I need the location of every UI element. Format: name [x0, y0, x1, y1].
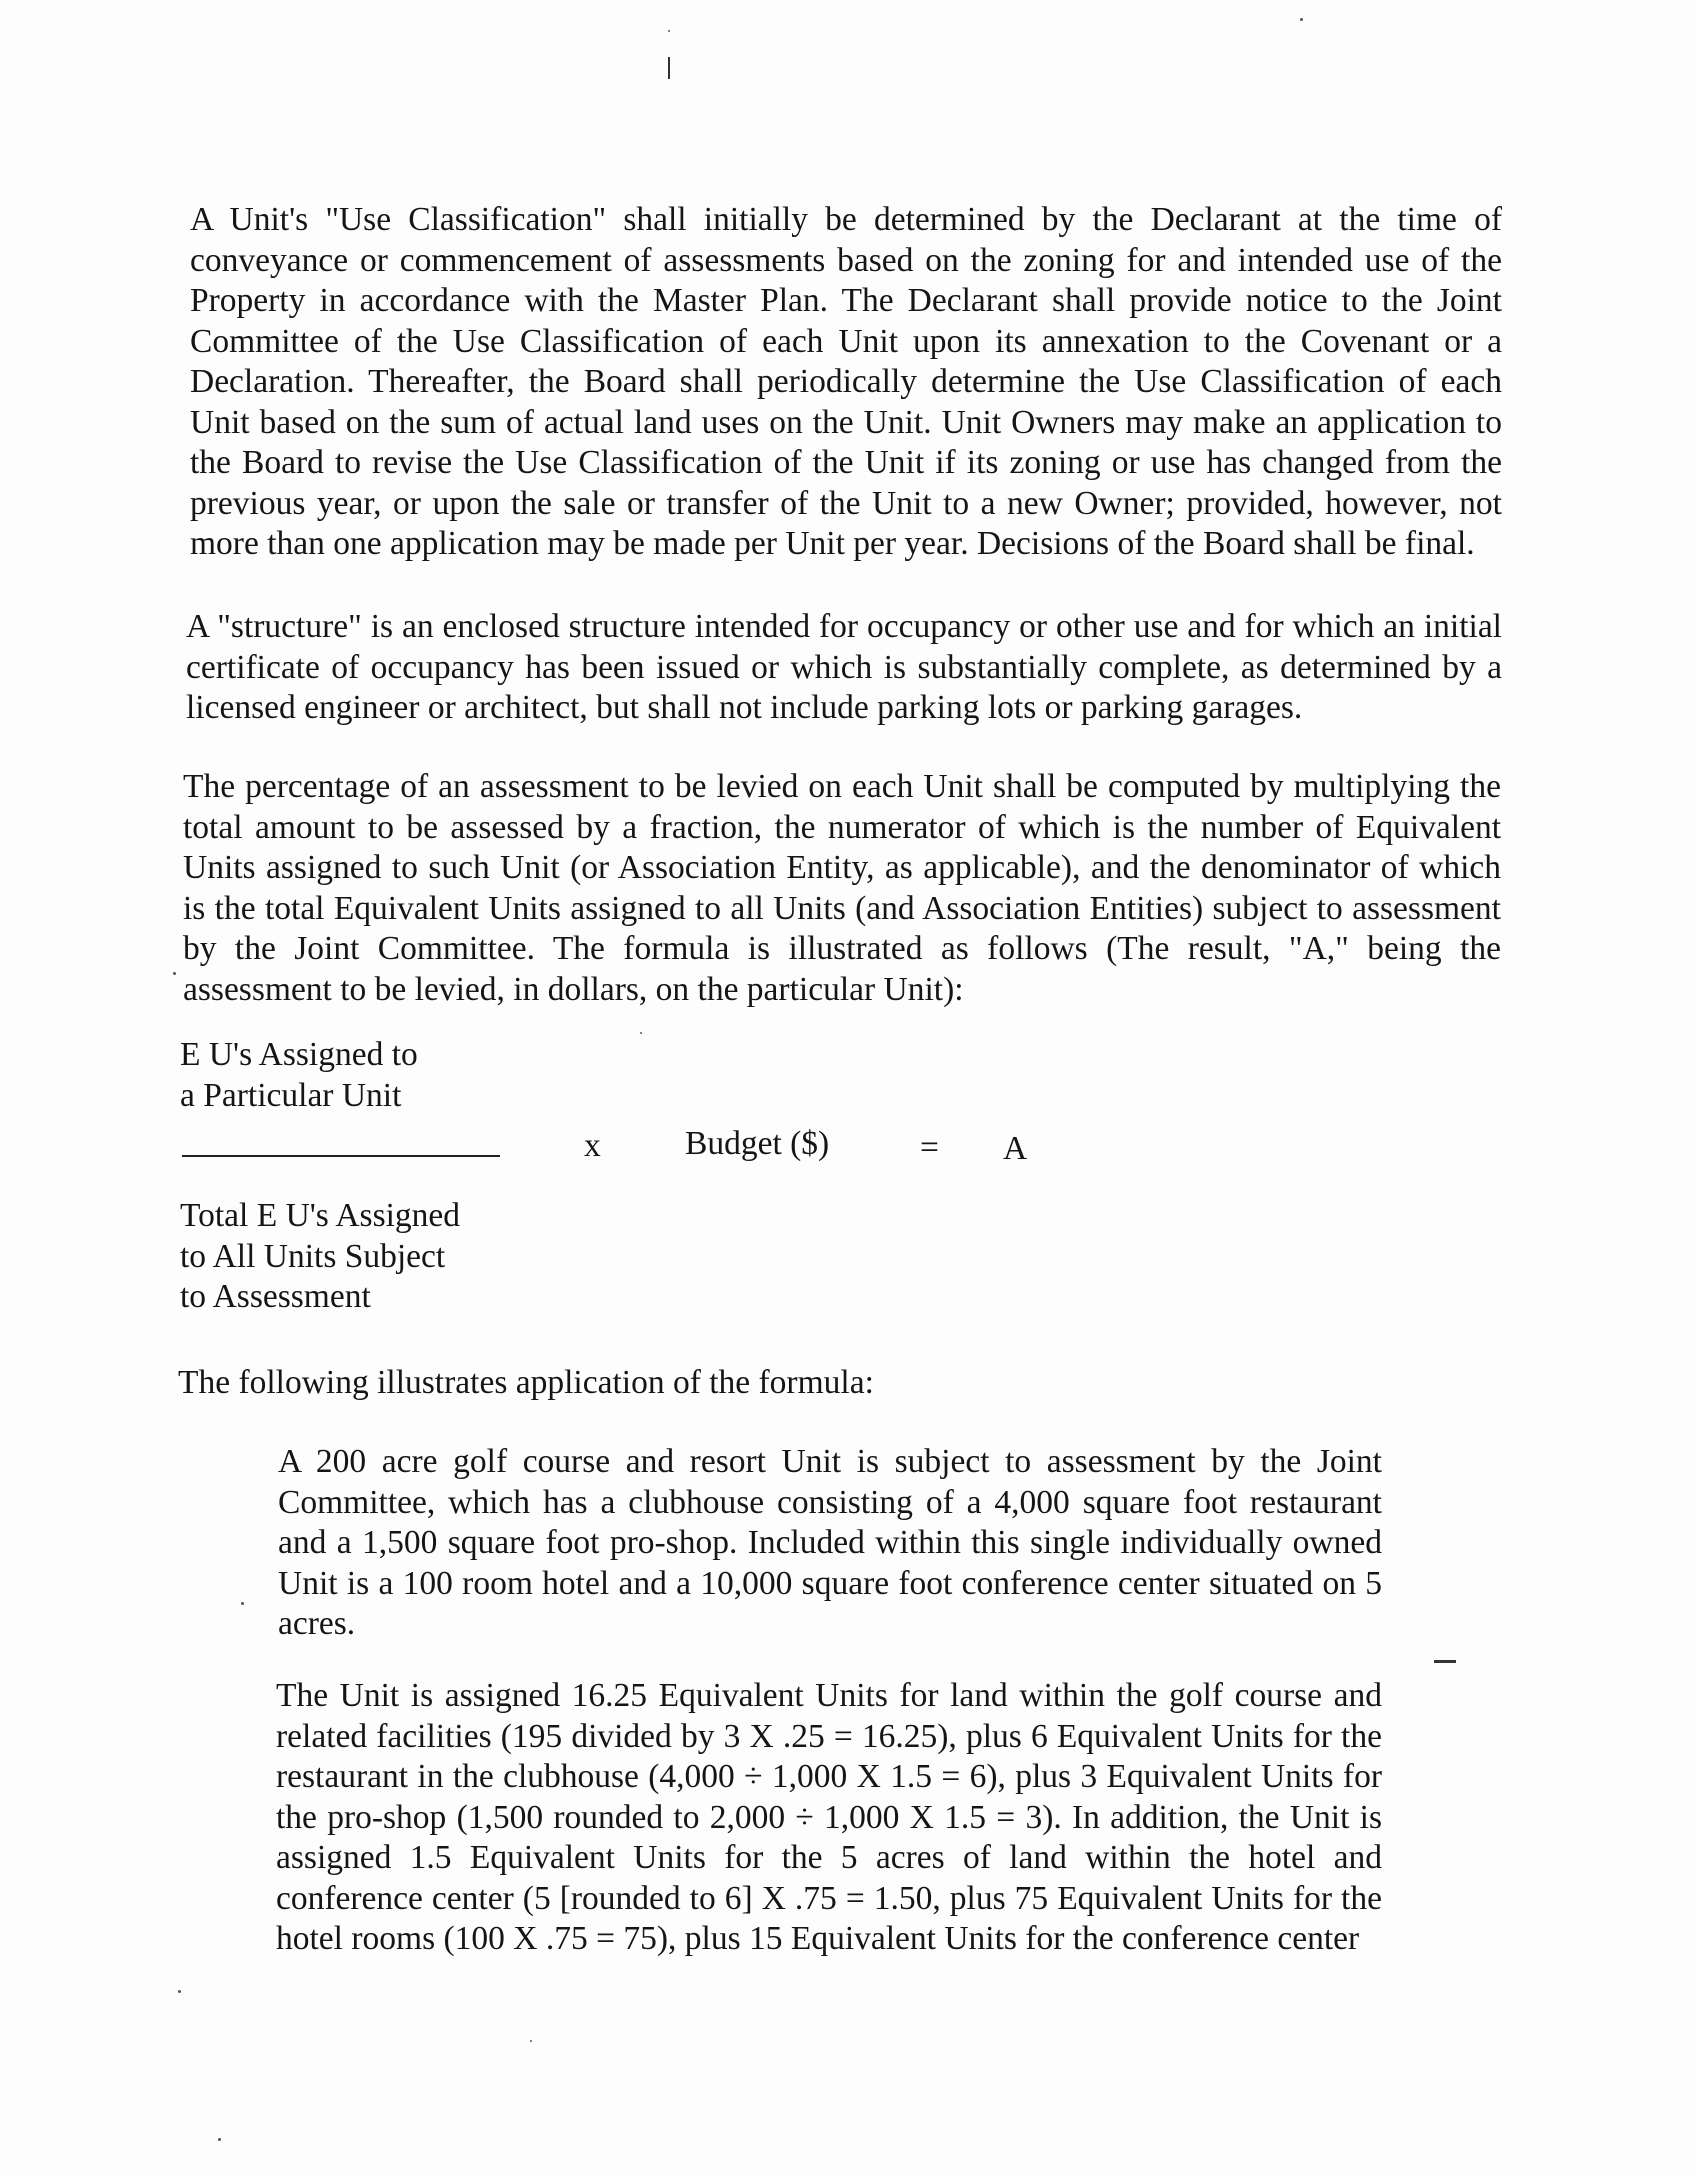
assessment-percentage-paragraph: The percentage of an assessment to be levied on each Unit shall be computed by multiplying the total amount to be assessed by a fraction, the numerator of which is the number of Equivalent Units assigned to such Unit (or Association Entity, as applicable), and the denominator of which is the total Equivalent Units assigned to all Units (and Association Entities) subject to assessment by the Joint Committee. The formula is illustrated as follows (The result, "A," being the assessment to be levied, in dollars, on the particular Unit):: [183, 768, 1501, 1008]
scan-speck: [530, 2040, 532, 2042]
scan-mark: [668, 57, 670, 79]
use-classification-paragraph: A Unit's "Use Classification" shall initially be determined by the Declarant at the time of conveyance or commencement of assessments based on the zoning for and intended use of the Property in accordance with the Master Plan. The Declarant shall provide notice to the Joint Committee of the Use Classification of each Unit upon its annexation to the Covenant or a Declaration. Thereafter, the Board shall periodically determine the Use Classification of each Unit based on the sum of actual land uses on the Unit. Unit Owners may make an application to the Board to revise the Use Classification of the Unit if its zoning or use has changed from the previous year, or upon the sale or transfer of the Unit to a new Owner; provided, however, not more than one application may be made per Unit per year. Decisions of the Board shall be final.: [190, 201, 1502, 562]
formula-budget: Budget ($): [685, 1125, 830, 1162]
formula-numerator: E U's Assigned to a Particular Unit: [180, 1036, 418, 1114]
formula-denominator: Total E U's Assigned to All Units Subject to Assessment: [180, 1197, 461, 1315]
scan-speck: [173, 972, 176, 975]
margin-dash: [1434, 1660, 1456, 1663]
scan-speck: [640, 1032, 642, 1034]
scan-speck: [668, 30, 670, 32]
formula-result: A: [1003, 1130, 1028, 1167]
scan-speck: [218, 2138, 221, 2141]
structure-definition-paragraph: A "structure" is an enclosed structure intended for occupancy or other use and for which an initial certificate of occupancy has been issued or which is substantially complete, as determined by a licensed engineer or architect, but shall not include parking lots or parking garages.: [186, 608, 1502, 726]
scan-speck: [1300, 18, 1303, 21]
example-golf-resort-paragraph: A 200 acre golf course and resort Unit is subject to assessment by the Joint Committee, which has a clubhouse consisting of a 4,000 square foot restaurant and a 1,500 square foot pro-shop. Included within this single individually owned Unit is a 100 room hotel and a 10,000 square foot conference center situated on 5 acres.: [278, 1443, 1382, 1642]
example-intro: The following illustrates application of the formula:: [178, 1364, 874, 1401]
example-equivalent-units-paragraph: The Unit is assigned 16.25 Equivalent Units for land within the golf course and related facilities (195 divided by 3 X .25 = 16.25), plus 6 Equivalent Units for the restaurant in the clubhouse (4,000 ÷ 1,000 X 1.5 = 6), plus 3 Equivalent Units for the pro-shop (1,500 rounded to 2,000 ÷ 1,000 X 1.5 = 3). In addition, the Unit is assigned 1.5 Equivalent Units for the 5 acres of land within the hotel and conference center (5 [rounded to 6] X .75 = 1.50, plus 75 Equivalent Units for the hotel rooms (100 X .75 = 75), plus 15 Equivalent Units for the conference center: [276, 1677, 1382, 1957]
formula-times: x: [584, 1127, 601, 1164]
formula-equals: =: [920, 1129, 939, 1166]
fraction-bar: [182, 1155, 500, 1157]
scan-speck: [241, 1602, 244, 1605]
scan-speck: [178, 1990, 181, 1993]
